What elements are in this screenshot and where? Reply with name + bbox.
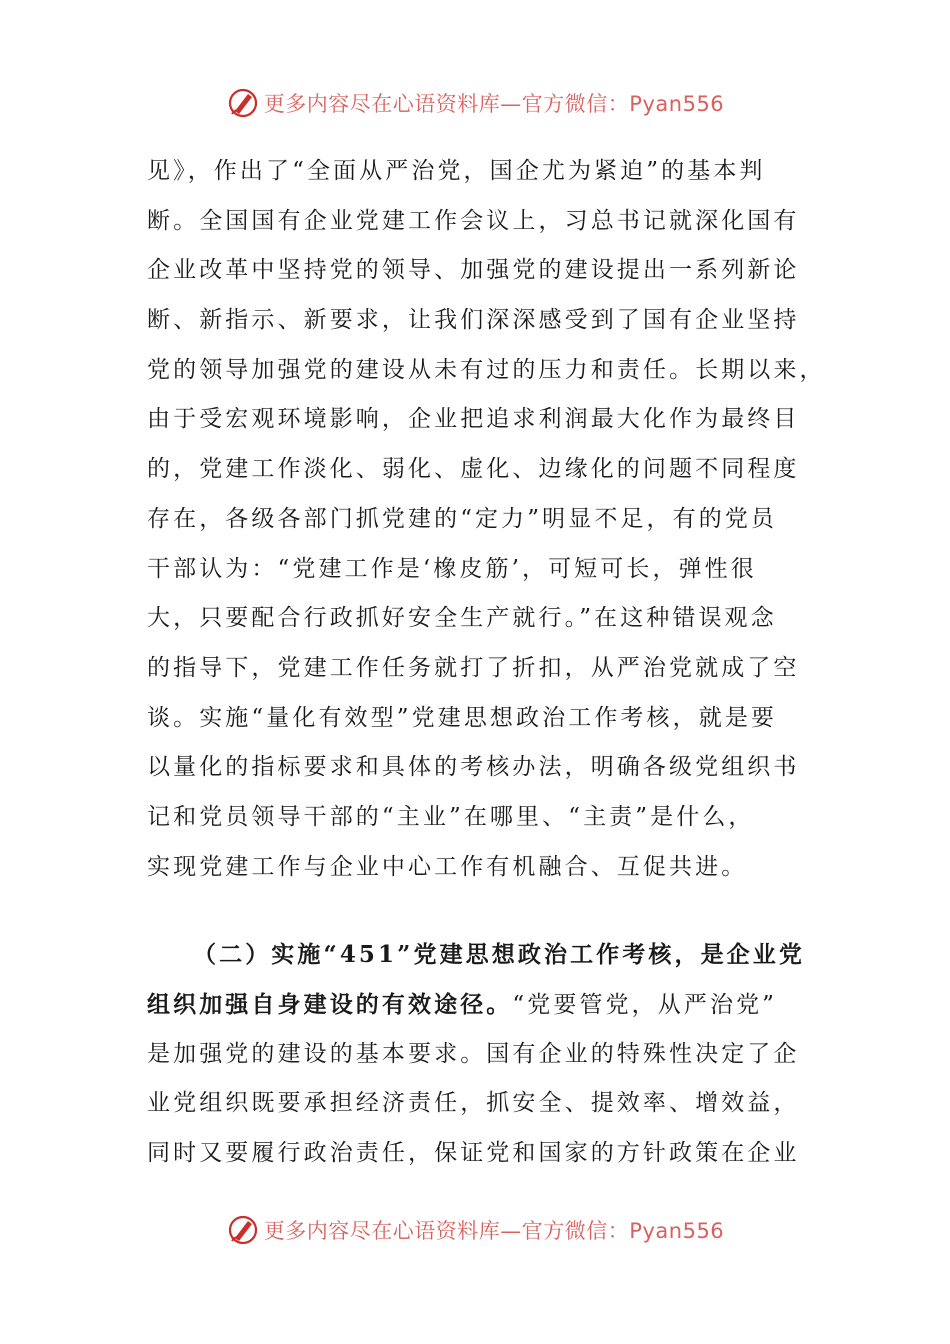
footer-watermark bbox=[0, 1213, 950, 1247]
document-body bbox=[147, 147, 826, 1179]
text-line: 存在，各级各部门抓党建的“定力”明显不足，有的党员 bbox=[147, 505, 778, 532]
text-line: 由于受宏观环境影响，企业把追求利润最大化作为最终目 bbox=[147, 406, 800, 433]
watermark-text: 更多内容尽在心语资料库—官方微信：Pyan556 bbox=[263, 92, 725, 116]
text-line: 断。全国国有企业党建工作会议上，习总书记就深化国有 bbox=[147, 207, 800, 234]
paragraph-2 bbox=[147, 930, 807, 1178]
section-heading: （二）实施“451”党建思想政治工作考核，是企业党 bbox=[193, 941, 805, 969]
text-line: 党的领导加强党的建设从未有过的压力和责任。长期以来， bbox=[147, 356, 826, 383]
paragraph-1 bbox=[147, 147, 826, 892]
text-line bbox=[147, 980, 807, 1030]
text-line: 同时又要履行政治责任，保证党和国家的方针政策在企业 bbox=[147, 1140, 800, 1167]
text-line: 以量化的指标要求和具体的考核办法，明确各级党组织书 bbox=[147, 754, 800, 781]
text-line: 断、新指示、新要求，让我们深深感受到了国有企业坚持 bbox=[147, 307, 800, 334]
text-line: 的，党建工作淡化、弱化、虚化、边缘化的问题不同程度 bbox=[147, 456, 800, 483]
header-watermark bbox=[0, 86, 950, 120]
text-line: 企业改革中坚持党的领导、加强党的建设提出一系列新论 bbox=[147, 257, 800, 284]
pen-circle-logo-icon bbox=[226, 1213, 260, 1247]
text-line: 大，只要配合行政抓好安全生产就行。”在这种错误观念 bbox=[147, 605, 777, 632]
text-line: 是加强党的建设的基本要求。国有企业的特殊性决定了企 bbox=[147, 1040, 800, 1067]
watermark-text: 更多内容尽在心语资料库—官方微信：Pyan556 bbox=[263, 1219, 725, 1243]
text-line: 实现党建工作与企业中心工作有机融合、互促共进。 bbox=[147, 853, 748, 880]
pen-circle-logo-icon bbox=[226, 86, 260, 120]
paragraph-spacer bbox=[147, 892, 807, 930]
text-line: 见》，作出了“全面从严治党，国企尤为紧迫”的基本判 bbox=[147, 158, 766, 184]
text-line: 干部认为：“党建工作是‘橡皮筋’，可短可长，弹性很 bbox=[147, 555, 757, 582]
text-line: 业党组织既要承担经济责任，抓安全、提效率、增效益， bbox=[147, 1090, 800, 1117]
text-line: 谈。实施“量化有效型”党建思想政治工作考核，就是要 bbox=[147, 704, 778, 731]
section-heading-continued: 组织加强自身建设的有效途径。 bbox=[147, 991, 513, 1018]
quote-text: “党要管党，从严治党” bbox=[512, 992, 778, 1018]
text-line: 记和党员领导干部的“主业”在哪里、“主责”是什么， bbox=[147, 803, 755, 830]
text-line: 的指导下，党建工作任务就打了折扣，从严治党就成了空 bbox=[147, 654, 800, 681]
